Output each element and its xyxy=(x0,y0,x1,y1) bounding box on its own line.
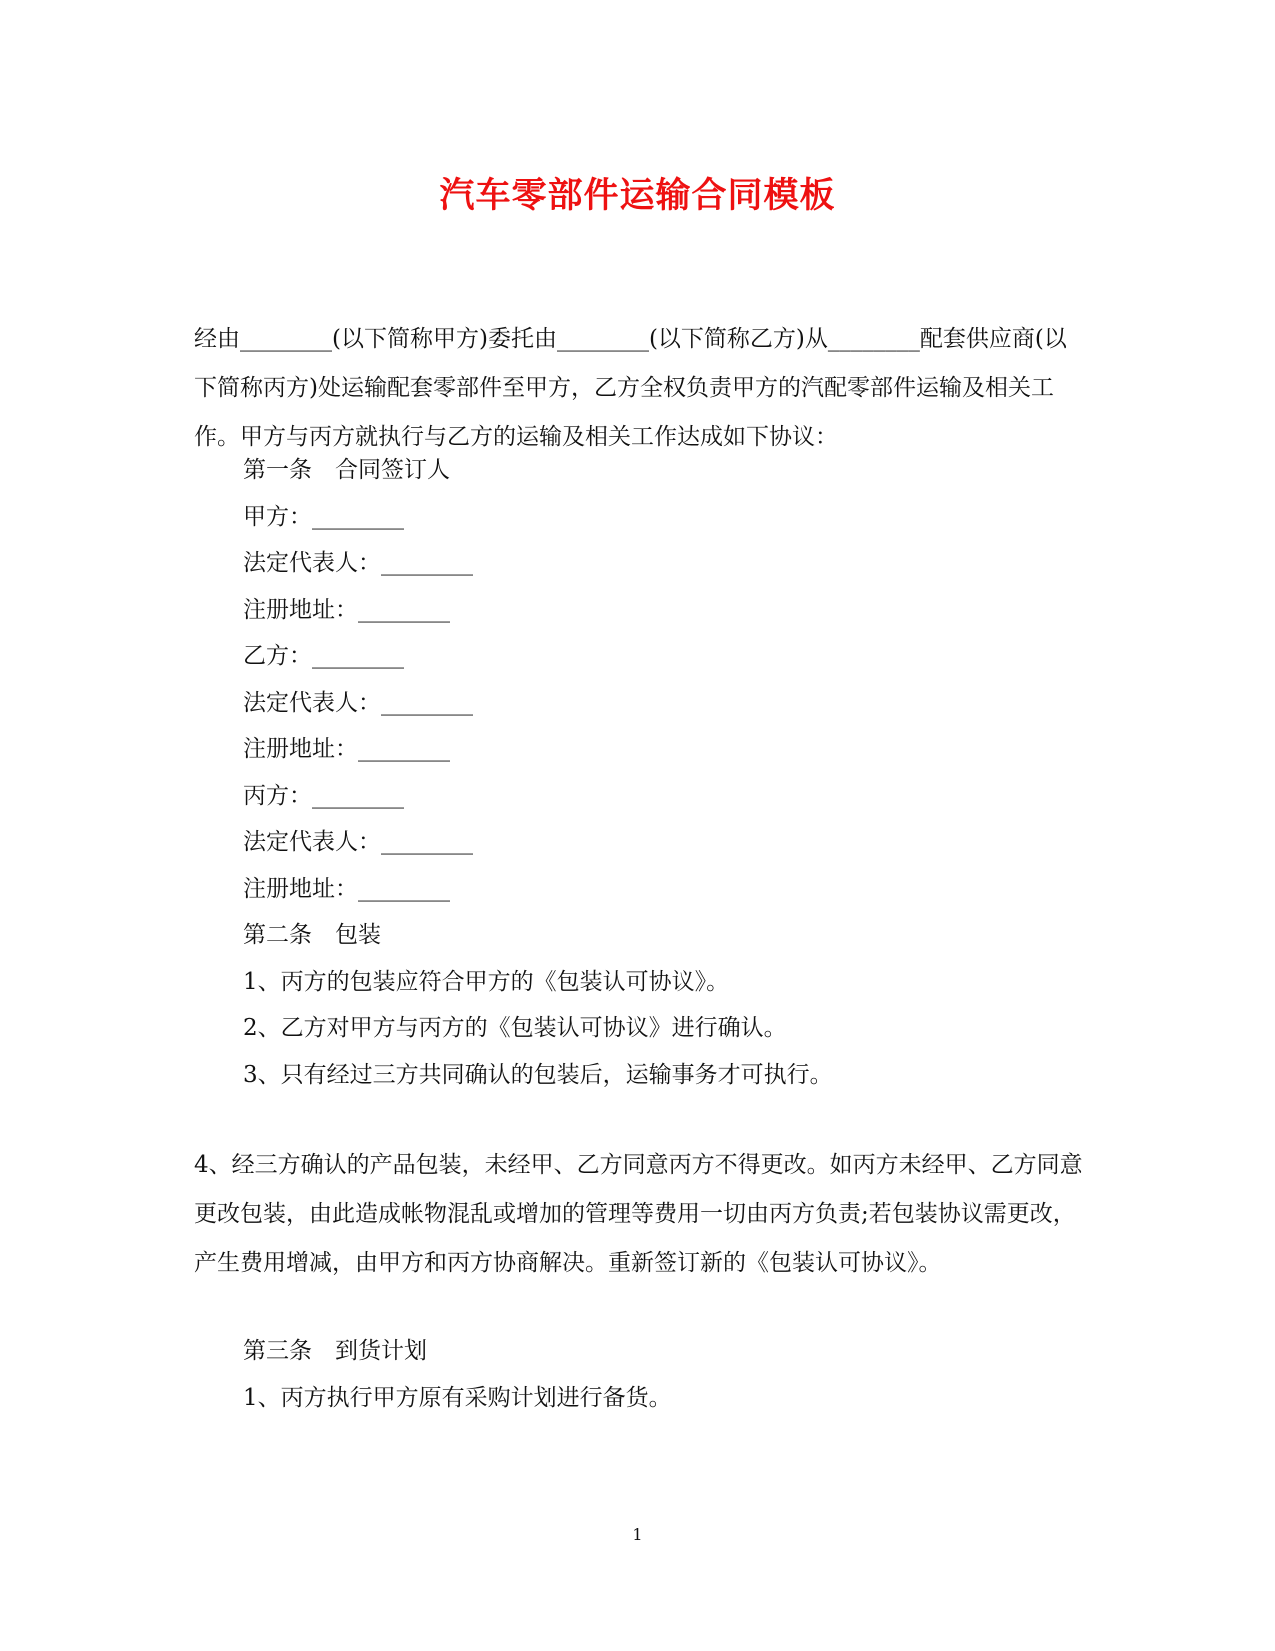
party-a-address: 注册地址：________ xyxy=(243,597,450,623)
article2-heading: 第二条 包装 xyxy=(243,922,381,948)
article2-item-2: 2、乙方对甲方与丙方的《包装认可协议》进行确认。 xyxy=(243,1015,787,1041)
article3-heading: 第三条 到货计划 xyxy=(243,1338,427,1364)
party-b-name: 乙方：________ xyxy=(243,643,404,669)
article2-item-1: 1、丙方的包装应符合甲方的《包装认可协议》。 xyxy=(243,969,730,995)
party-a-name: 甲方：________ xyxy=(243,504,404,530)
party-c-address: 注册地址：________ xyxy=(243,876,450,902)
party-b-address: 注册地址：________ xyxy=(243,736,450,762)
article1-heading: 第一条 合同签订人 xyxy=(243,457,450,483)
party-c-representative: 法定代表人：________ xyxy=(243,829,473,855)
party-a-representative: 法定代表人：________ xyxy=(243,550,473,576)
party-c-name: 丙方：________ xyxy=(243,783,404,809)
intro-paragraph: 经由________(以下简称甲方)委托由________(以下简称乙方)从________配套供应商(以下简称丙方)处运输配套零部件至甲方，乙方全权负责甲方的汽配零部件运输及相关工作。甲方与丙方就执行与乙方的运输及相关工作达成如下协议： xyxy=(194,326,1067,450)
party-b-representative: 法定代表人：________ xyxy=(243,690,473,716)
document-title: 汽车零部件运输合同模板 xyxy=(439,175,836,216)
article2-item-4: 4、经三方确认的产品包装，未经甲、乙方同意丙方不得更改。如丙方未经甲、乙方同意更改包装，由此造成帐物混乱或增加的管理等费用一切由丙方负责;若包装协议需更改，产生费用增减，由甲方和丙方协商解决。重新签订新的《包装认可协议》。 xyxy=(194,1152,1083,1276)
article3-item-1: 1、丙方执行甲方原有采购计划进行备货。 xyxy=(243,1385,672,1411)
page-number: 1 xyxy=(632,1525,643,1544)
article2-item-3: 3、只有经过三方共同确认的包装后，运输事务才可执行。 xyxy=(243,1062,833,1088)
